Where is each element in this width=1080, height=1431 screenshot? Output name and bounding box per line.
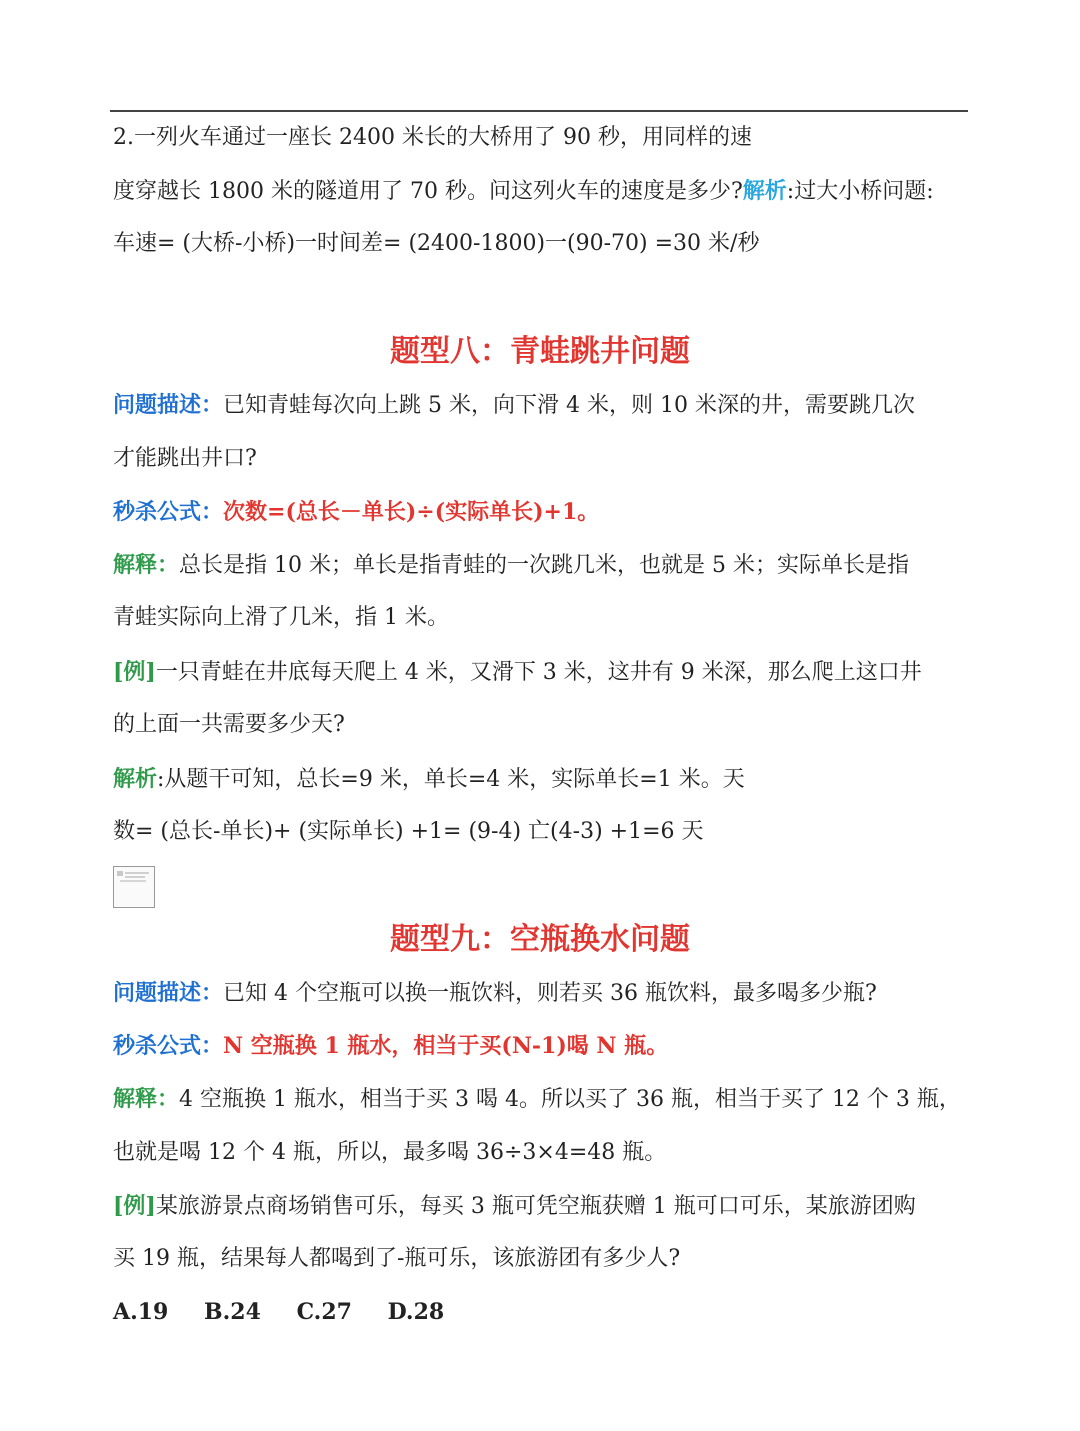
s8-analysis-text: :从题干可知，总长=9 米，单长=4 米，实际单长=1 米。天 [157, 767, 745, 792]
s8-example-line-1 [113, 656, 973, 689]
s8-example-label: [例] [113, 659, 156, 685]
q2-analysis-label: 解析 [742, 178, 787, 204]
option-c: C.27 [296, 1299, 352, 1325]
s8-explain-text: 总长是指 10 米；单长是指青蛙的一次跳几米，也就是 5 米；实际单长是指 [179, 553, 909, 578]
s8-formula-line [113, 496, 973, 529]
s8-analysis-line-1 [113, 763, 973, 796]
s8-example-text: 一只青蛙在井底每天爬上 4 米，又滑下 3 米，这井有 9 米深，那么爬上这口井 [155, 660, 922, 685]
s9-example-label: [例] [113, 1193, 156, 1219]
s8-formula: 次数=(总长－单长)÷(实际单长)+1。 [223, 499, 600, 525]
option-b: B.24 [204, 1299, 261, 1325]
s8-desc-line-1 [113, 389, 973, 422]
q2-line-1: 2.一列火车通过一座长 2400 米长的大桥用了 90 秒，用同样的速 [113, 125, 752, 150]
broken-image-thumbnail [113, 866, 155, 908]
s9-explain-label: 解释： [113, 1086, 180, 1112]
s9-example-line-1 [113, 1190, 973, 1223]
s8-explain-line-2: 青蛙实际向上滑了几米，指 1 米。 [113, 605, 449, 630]
s9-example-text: 某旅游景点商场销售可乐，每买 3 瓶可凭空瓶获赠 1 瓶可口可乐，某旅游团购 [155, 1194, 916, 1219]
s8-desc-label: 问题描述： [113, 392, 224, 418]
section-9-title: 题型九：空瓶换水问题 [390, 922, 690, 957]
s9-explain-line-2: 也就是喝 12 个 4 瓶，所以，最多喝 36÷3×4=48 瓶。 [113, 1140, 667, 1165]
q2-line-3: 车速= (大桥-小桥)一时间差= (2400-1800)一(90-70) =30 米/秒 [113, 231, 760, 256]
s9-desc-text: 已知 4 个空瓶可以换一瓶饮料，则若买 36 瓶饮料，最多喝多少瓶? [223, 981, 877, 1006]
top-divider [110, 110, 968, 112]
s8-example-line-2: 的上面一共需要多少天? [113, 712, 345, 737]
image-placeholder-icon [114, 867, 154, 907]
s9-formula-line [113, 1030, 973, 1063]
s8-desc-text: 已知青蛙每次向上跳 5 米，向下滑 4 米，则 10 米深的井，需要跳几次 [223, 393, 915, 418]
s8-analysis-label: 解析 [113, 766, 158, 792]
section-8-title: 题型八：青蛙跳井问题 [390, 334, 690, 369]
s8-formula-label: 秒杀公式： [113, 499, 224, 525]
s8-analysis-line-2: 数= (总长-单长)+ (实际单长) +1= (9-4) 亡(4-3) +1=6 天 [113, 819, 704, 844]
s9-example-line-2: 买 19 瓶，结果每人都喝到了-瓶可乐，该旅游团有多少人? [113, 1246, 681, 1271]
s9-desc-label: 问题描述： [113, 980, 224, 1006]
s8-explain-label: 解释： [113, 552, 180, 578]
s9-desc-line-1 [113, 977, 973, 1010]
answer-options [113, 1299, 472, 1325]
q2-line-2a: 度穿越长 1800 米的隧道用了 70 秒。问这列火车的速度是多少? [113, 179, 743, 204]
q2-line-2 [113, 175, 973, 208]
s9-formula-label: 秒杀公式： [113, 1033, 224, 1059]
s9-explain-line-1 [113, 1083, 973, 1116]
option-a: A.19 [113, 1299, 169, 1325]
s8-explain-line-1 [113, 549, 973, 582]
s8-desc-line-2: 才能跳出井口? [113, 446, 257, 471]
s9-formula: N 空瓶换 1 瓶水，相当于买(N-1)喝 N 瓶。 [223, 1033, 669, 1059]
q2-line-2b: :过大小桥问题: [786, 179, 934, 204]
option-d: D.28 [387, 1299, 445, 1325]
s9-explain-text: 4 空瓶换 1 瓶水，相当于买 3 喝 4。所以买了 36 瓶，相当于买了 12 个 3 瓶， [179, 1087, 961, 1112]
